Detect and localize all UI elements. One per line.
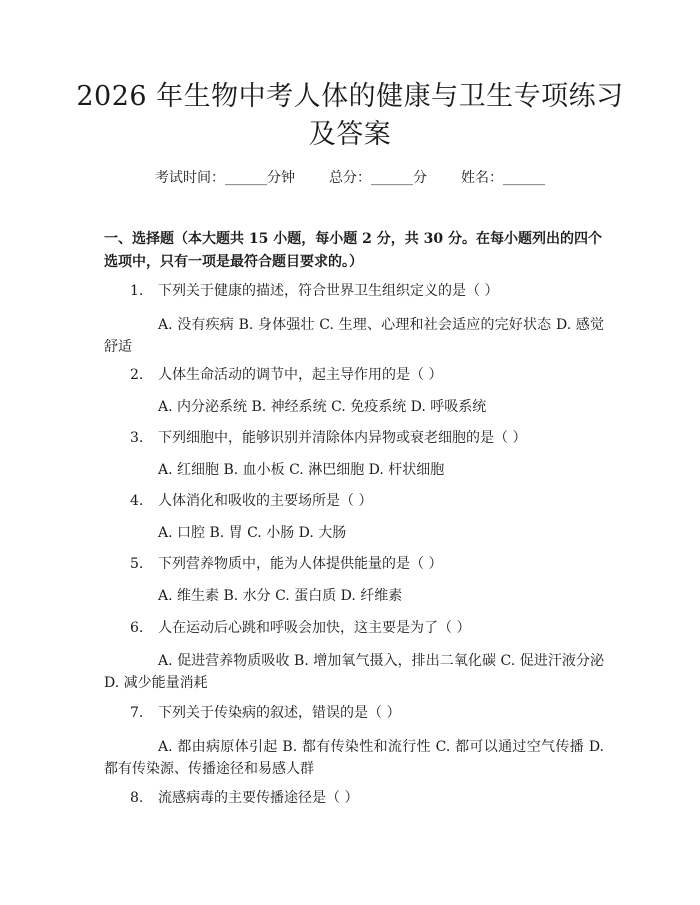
question-number: 8.: [130, 790, 144, 806]
question-options: A. 红细胞 B. 血小板 C. 淋巴细胞 D. 杆状细胞: [158, 462, 445, 478]
question-stem: [130, 281, 604, 301]
title-line-1: 2026 年生物中考人体的健康与卫生专项练习: [76, 81, 624, 112]
question-number: 2.: [130, 367, 144, 383]
question-options: A. 口腔 B. 胃 C. 小肠 D. 大肠: [158, 525, 347, 541]
exam-meta: [0, 168, 700, 188]
question-stem: [130, 554, 604, 574]
section-heading: 一、选择题（本大题共 15 小题，每小题 2 分，共 30 分。在每小题列出的四个选项中，只有一项是最符合题目要求的。）: [104, 231, 602, 270]
question-text: 下列关于传染病的叙述，错误的是（ ）: [158, 705, 401, 721]
title-line-2: 及答案: [308, 119, 392, 150]
question-options: A. 维生素 B. 水分 C. 蛋白质 D. 纤维素: [158, 588, 403, 604]
question-text: 流感病毒的主要传播途径是（ ）: [158, 790, 359, 806]
question-stem: [130, 788, 604, 808]
question-text: 人在运动后心跳和呼吸会加快，这主要是为了（ ）: [158, 620, 471, 636]
question-options: A. 内分泌系统 B. 神经系统 C. 免疫系统 D. 呼吸系统: [158, 399, 487, 415]
question-text: 下列营养物质中，能为人体提供能量的是（ ）: [158, 556, 443, 572]
page-title: [60, 78, 640, 154]
question-options: A. 促进营养物质吸收 B. 增加氧气摄入，排出二氧化碳 C. 促进汗液分泌 D. 减少能量消耗: [104, 653, 604, 691]
question-number: 1.: [130, 283, 144, 299]
question-text: 下列关于健康的描述，符合世界卫生组织定义的是（ ）: [158, 283, 499, 299]
question-stem: [130, 703, 604, 723]
question-number: 6.: [130, 620, 144, 636]
question-stem: [130, 428, 604, 448]
exam-time: 考试时间：______分钟: [155, 170, 295, 186]
question-number: 4.: [130, 493, 144, 509]
question-stem: [130, 491, 604, 511]
question-stem: [130, 618, 604, 638]
exam-name: 姓名：______: [461, 170, 545, 186]
question-number: 3.: [130, 430, 144, 446]
question-text: 人体生命活动的调节中，起主导作用的是（ ）: [158, 367, 443, 383]
question-options: A. 没有疾病 B. 身体强壮 C. 生理、心理和社会适应的完好状态 D. 感觉舒适: [104, 317, 604, 355]
question-text: 下列细胞中，能够识别并清除体内异物或衰老细胞的是（ ）: [158, 430, 527, 446]
question-text: 人体消化和吸收的主要场所是（ ）: [158, 493, 373, 509]
exam-score: 总分：______分: [329, 170, 427, 186]
question-number: 5.: [130, 556, 144, 572]
question-stem: [130, 365, 604, 385]
question-number: 7.: [130, 705, 144, 721]
question-options: A. 都由病原体引起 B. 都有传染性和流行性 C. 都可以通过空气传播 D. 都有传染源、传播途径和易感人群: [104, 739, 604, 777]
